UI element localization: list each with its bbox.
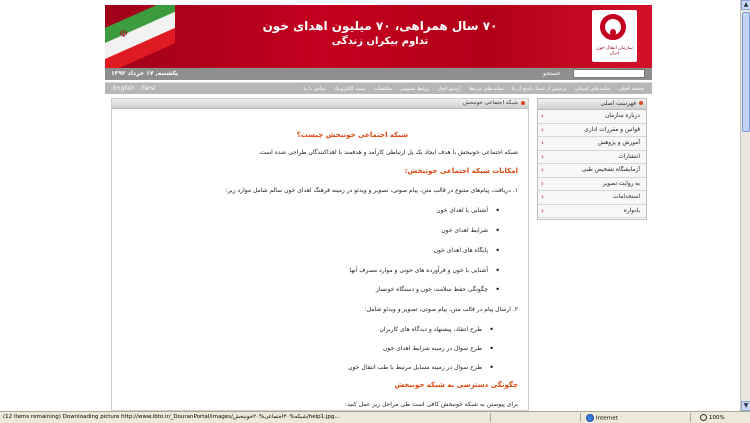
page-margin-right [652,0,740,411]
heading-access: چگونگی دسترسی به شبکه خونبخش [394,381,518,389]
sidebar-item-laboratory[interactable]: ‹ آزمایشگاه تشخیص طبی [538,164,646,178]
scroll-down-icon[interactable]: ▼ [741,401,750,411]
magnifier-icon [700,414,707,421]
zoom-level: 100% [709,415,725,421]
sidebar-item-jobs[interactable]: ‹ استخدامات [538,191,646,205]
page-margin-left [0,0,105,411]
date-search-bar [105,68,652,80]
logo-caption: سازمان انتقال خون ایران [596,46,633,56]
security-zone [586,414,618,422]
paragraph-access: برای پیوستن به شبکه خونبخش کافی است طی مراحل زیر عمل کنید: [345,401,518,408]
list-item: شرایط اهدای خون • [441,227,488,234]
sidebar-item-gallery[interactable]: ‹ به روایت تصویر [538,178,646,192]
list-item: پایگاه های اهدای خون • [434,247,488,254]
globe-icon [586,414,594,422]
list-item: چگونگی حفظ سلامت خون و دستگاه خونساز • [376,286,488,293]
sidebar-title: فهرست اصلی [600,100,636,107]
sidebar-item-education[interactable]: ‹ آموزش و پژوهش [538,137,646,151]
sidebar-item-memorial[interactable]: ‹ یادواره [538,205,646,219]
sidebar-item-about[interactable]: ‹ درباره سازمان [538,110,646,124]
banner-slogan [255,19,505,47]
language-farsi-link[interactable]: Farsi [141,85,156,92]
sidebar-item-regulations[interactable]: ‹ قوانین و مقررات اداری [538,124,646,138]
nav-email[interactable]: پست الکترونیک [333,86,366,92]
nav-links [297,85,644,92]
sidebar-bullet-icon [639,101,643,105]
top-navigation [105,82,652,94]
current-date: یکشنبه, ۱۷ خرداد ۱۳۹۲ [111,70,179,77]
blood-drop-logo-icon [600,14,626,40]
paragraph-intro: شبکه اجتماعی خونبخش با هدف ایجاد یک پل ارتباطی کارآمد و هدفمند با اهداکنندگان طراحی شده است. [258,149,518,156]
zoom-control[interactable] [700,414,725,421]
heading-features: امکانات شبکه اجتماعی خونبخش: [404,167,518,175]
nav-news-archive[interactable]: آرشیو اخبار [437,86,461,92]
search-input[interactable] [573,69,645,78]
status-bar [0,411,750,423]
vertical-scrollbar[interactable] [740,0,750,411]
iran-flag-image [105,5,175,68]
content-panel-header [112,99,528,109]
list-item: آشنایی با اهدای خون • [436,207,488,214]
list-item: طرح انتقاد، پیشنهاد و دیدگاه های کاربران • [380,326,482,333]
nav-qa[interactable]: پرسش از شما، پاسخ از ما [511,86,567,92]
status-divider [580,413,581,422]
scroll-up-icon[interactable]: ▲ [741,0,750,10]
sidebar-item-publications[interactable]: ‹ انتشارات [538,151,646,165]
scroll-thumb[interactable] [742,12,750,132]
heading-what-is: شبکه اجتماعی خونبخش چیست؟ [296,131,408,139]
status-message: (12 items remaining) Downloading picture http://www.ibto.ir/_DouranPortal/images/شبکه%۲۰اجتماعی%۲۰خونبخش/help1.jpg... [3,414,340,420]
status-divider [490,413,491,422]
status-divider [690,413,691,422]
feature-item-2: ۲. ارسال پیام در قالب متن، پیام صوتی، تصویر و ویدئو شامل: [364,306,518,313]
list-item: طرح سوال در زمینه مسایل مرتبط با طب انتقال خون • [348,364,482,371]
organization-logo[interactable] [592,10,637,62]
portal-page [105,0,652,411]
list-item: آشنایی با خون و فرآورده های خونی و موارد مصرف آنها • [349,267,488,274]
nav-contact[interactable]: تماس با ما [303,86,326,92]
nav-home[interactable]: صفحه اصلی [618,86,644,92]
zone-label: Internet [596,415,618,422]
search-button[interactable]: جستجو [543,70,561,77]
content-panel-title: شبکه اجتماعی خونبخش [462,100,518,106]
language-english-link[interactable]: English [113,85,135,92]
nav-tenders[interactable]: مناقصات [373,86,393,92]
language-switcher [113,85,160,92]
nav-related-sites[interactable]: سایت‌های مرتبط [468,86,504,92]
feature-item-1: ۱. دریافت، پیام‌های متنوع در قالب متن، پیام صوتی، تصویر و ویدئو در زمینه فرهنگ اهدای خون سالم شامل موارد زیر: [225,187,518,194]
list-item: طرح سوال در زمینه شرایط اهدای خون • [383,345,482,352]
main-menu-sidebar [537,98,647,220]
sidebar-header [538,99,646,110]
nav-public-relations[interactable]: روابط عمومی [400,86,430,92]
content-panel [111,98,529,411]
header-banner [105,5,652,68]
nav-provincial-sites[interactable]: سایت‌های استانی [574,86,611,92]
banner-slogan-line2: تداوم بیکران زندگی [331,36,429,47]
panel-bullet-icon [521,101,525,105]
banner-slogan-line1: ۷۰ سال همراهی، ۷۰ میلیون اهدای خون [262,19,498,33]
flag-emblem-icon: ☫ [119,29,128,40]
